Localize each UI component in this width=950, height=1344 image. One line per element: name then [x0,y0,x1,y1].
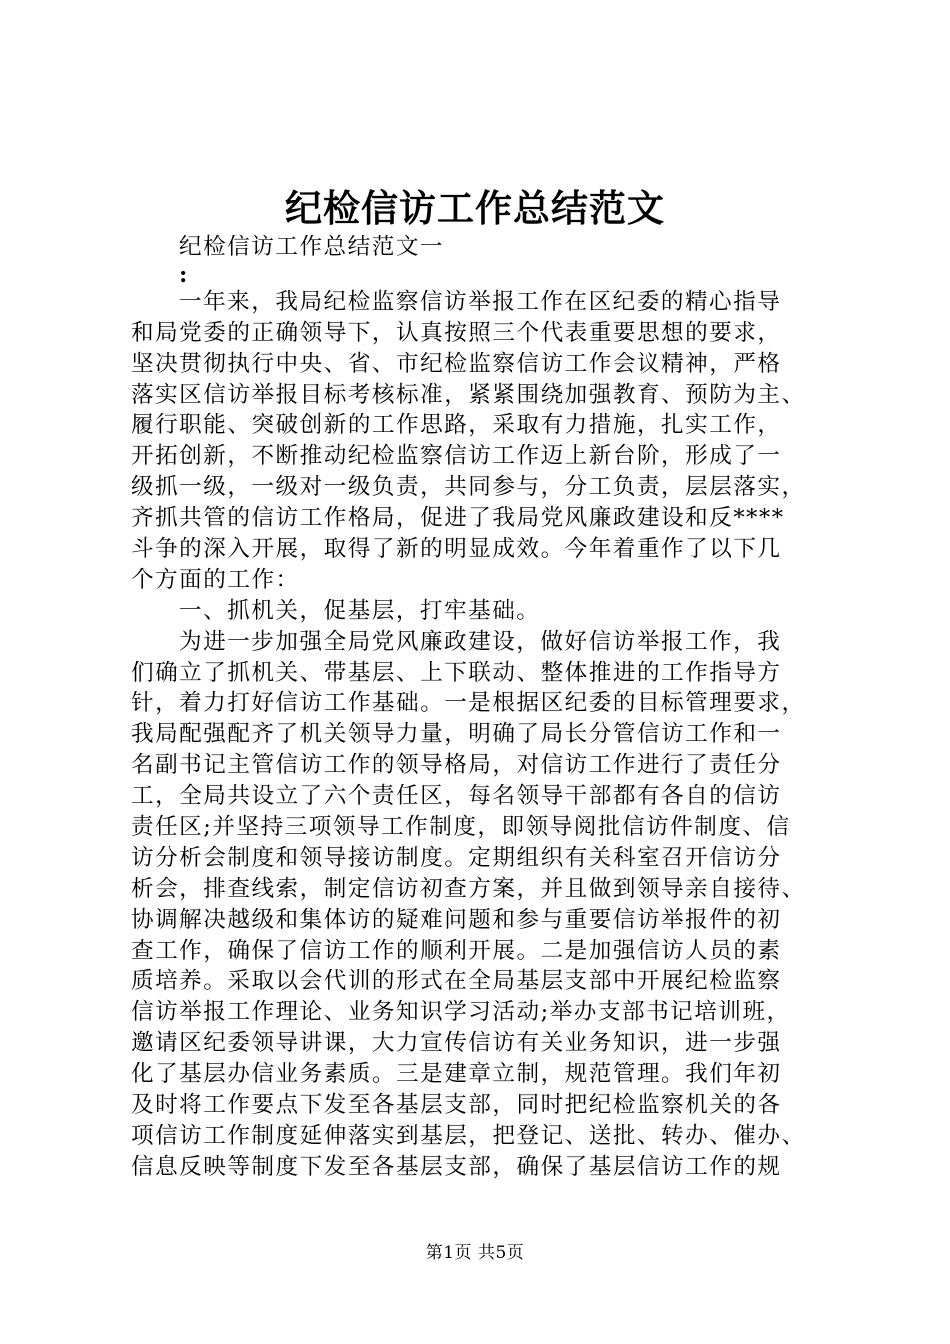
paragraph-line: 一年来，我局纪检监察信访举报工作在区纪委的精心指导 [179,288,782,315]
paragraph-line: 邀请区纪委领导讲课，大力宣传信访有关业务知识，进一步强 [131,1030,782,1057]
section-heading: 一、抓机关，促基层，打牢基础。 [179,597,541,624]
paragraph-line: 级抓一级，一级对一级负责，共同参与，分工负责，层层落实， [131,474,806,501]
paragraph-line: 履行职能、突破创新的工作思路，采取有力措施，扎实工作， [131,412,782,439]
paragraph-line: 及时将工作要点下发至各基层支部，同时把纪检监察机关的各 [131,1092,782,1119]
paragraph-line: 为进一步加强全局党风廉政建设，做好信访举报工作，我 [179,628,782,655]
paragraph-line: 我局配强配齐了机关领导力量，明确了局长分管信访工作和一 [131,721,782,748]
paragraph-line: 名副书记主管信访工作的领导格局，对信访工作进行了责任分 [131,752,782,779]
document-title: 纪检信访工作总结范文 [285,186,665,230]
paragraph-line: 化了基层办信业务素质。三是建章立制，规范管理。我们年初 [131,1061,782,1088]
paragraph-line: 落实区信访举报目标考核标准，紧紧围绕加强教育、预防为主、 [131,381,806,408]
paragraph-line: 析会，排查线索，制定信访初查方案，并且做到领导亲自接待、 [131,875,806,902]
paragraph-line: 个方面的工作： [131,566,300,593]
paragraph-line: 信息反映等制度下发至各基层支部，确保了基层信访工作的规 [131,1153,782,1180]
paragraph-line: 责任区;并坚持三项领导工作制度，即领导阅批信访件制度、信 [131,814,791,841]
paragraph-line: 齐抓共管的信访工作格局，促进了我局党风廉政建设和反**** [131,505,785,532]
paragraph-2 [131,627,831,1183]
paragraph-line: 访分析会制度和领导接访制度。定期组织有关科室召开信访分 [131,844,782,871]
paragraph-line: 项信访工作制度延伸落实到基层，把登记、送批、转办、催办、 [131,1122,806,1149]
paragraph-1 [131,287,831,596]
paragraph-line: 开拓创新，不断推动纪检监察信访工作迈上新台阶，形成了一 [131,443,782,470]
paragraph-line: 查工作，确保了信访工作的顺利开展。二是加强信访人员的素 [131,937,782,964]
subtitle: 纪检信访工作总结范文一 [179,234,445,260]
paragraph-line: 坚决贯彻执行中央、省、市纪检监察信访工作会议精神，严格 [131,350,782,377]
document-body [131,232,831,1183]
page-footer: 第1页 共5页 [425,1243,525,1263]
paragraph-line: 们确立了抓机关、带基层、上下联动、整体推进的工作指导方 [131,659,782,686]
paragraph-line: 质培养。采取以会代训的形式在全局基层支部中开展纪检监察 [131,968,782,995]
paragraph-line: 信访举报工作理论、业务知识学习活动;举办支部书记培训班， [131,999,791,1026]
paragraph-line: 针，着力打好信访工作基础。一是根据区纪委的目标管理要求， [131,690,806,717]
paragraph-line: 斗争的深入开展，取得了新的明显成效。今年着重作了以下几 [131,536,782,563]
paragraph-line: 工，全局共设立了六个责任区，每名领导干部都有各自的信访 [131,783,782,810]
subtitle-colon: : [179,261,189,288]
paragraph-line: 和局党委的正确领导下，认真按照三个代表重要思想的要求， [131,319,782,346]
paragraph-line: 协调解决越级和集体访的疑难问题和参与重要信访举报件的初 [131,906,782,933]
